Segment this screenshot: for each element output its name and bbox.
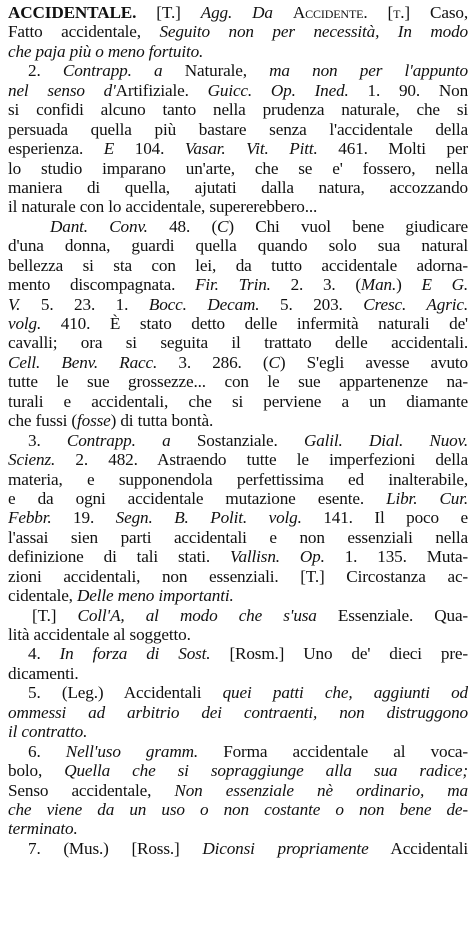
text-line: zioni accidentali, non essenziali. [T.] Circostanza ac- (8, 566, 468, 586)
text-line: terminato. (8, 819, 78, 839)
text-line: ACCIDENTALE. [T.] Agg. Da Accidente. [t.] Caso, (8, 3, 468, 22)
text-line: mento discompagnata. Fir. Trin. 2. 3. (Man.) E G. (8, 275, 468, 295)
text-line: definizione di tali stati. Vallisn. Op. 1. 135. Muta- (8, 547, 468, 567)
text-line: e da ogni accidentale mutazione esente. Libr. Cur. (8, 488, 468, 508)
text-line: Dant. Conv. 48. (C) Chi vuol bene giudicare (50, 216, 468, 236)
text-line: Fatto accidentale, Seguito non per necessità, In modo (8, 22, 468, 42)
text-line: lo studio imparano un'arte, che se e' fossero, nella (8, 158, 468, 178)
text-line: bellezza si sta con lei, da tutto accidentale adorna- (8, 255, 468, 275)
text-line: si confidi alcuno tanto nella prudenza naturale, che si (8, 100, 468, 120)
text-line: l'assai sien parti accidentali e non essenziali nella (8, 527, 468, 547)
text-line: persuada quella più bastare senza l'accidentale della (8, 119, 468, 139)
text-line: Febbr. 19. Segn. B. Polit. volg. 141. Il poco e (8, 508, 468, 528)
text-line: 2. Contrapp. a Naturale, ma non per l'appunto (28, 61, 468, 81)
text-line: il naturale con lo accidentale, supererebbero... (8, 197, 318, 217)
text-line: cavalli; ora si seguita il trattato delle accidentali. (8, 333, 468, 353)
text-line: che paja più o meno fortuito. (8, 41, 204, 61)
text-line: volg. 410. È stato detto delle infermità naturali de' (8, 314, 468, 333)
dictionary-entry-accidentale (8, 3, 468, 858)
text-line: V. 5. 23. 1. Bocc. Decam. 5. 203. Cresc. Agric. (8, 294, 468, 314)
text-line: cidentale, Delle meno importanti. (8, 586, 234, 606)
text-line: Senso accidentale, Non essenziale nè ordinario, ma (8, 780, 468, 800)
text-line: Scienz. 2. 482. Astraendo tutte le imperfezioni della (8, 450, 468, 470)
text-line: tutte le sue grossezze... con le sue appartenenze na- (8, 372, 468, 392)
text-line: il contratto. (8, 722, 88, 742)
text-line: materia, e supponendola perfettissima ed inalterabile, (8, 469, 468, 489)
text-line: 5. (Leg.) Accidentali quei patti che, aggiunti od (28, 683, 468, 703)
text-line: che viene da un uso o non costante o non bene de- (8, 799, 468, 819)
text-line: 4. In forza di Sost. [Rosm.] Uno de' dieci pre- (28, 644, 468, 664)
text-line: che fussi (fosse) di tutta bontà. (8, 411, 214, 431)
text-line: [T.] Coll'A, al modo che s'usa Essenziale. Qua- (32, 605, 468, 625)
text-line: d'una donna, guardi quella quando solo sua natural (8, 236, 468, 256)
headword: ACCIDENTALE. (8, 3, 137, 22)
text-line: bolo, Quella che si sopraggiunge alla sua radice; (8, 761, 468, 781)
text-line: maniera di quella, ajutati dalla natura, accozzando (8, 177, 468, 197)
text-line: 3. Contrapp. a Sostanziale. Galil. Dial. Nuov. (28, 430, 468, 450)
text-line: Cell. Benv. Racc. 3. 286. (C) S'egli avesse avuto (8, 352, 468, 372)
text-line: esperienza. E 104. Vasar. Vit. Pitt. 461. Molti per (8, 139, 468, 159)
text-line: 6. Nell'uso gramm. Forma accidentale al voca- (28, 741, 468, 761)
text-line: dicamenti. (8, 663, 79, 683)
text-line: lità accidentale al soggetto. (8, 625, 191, 644)
text-line: ommessi ad arbitrio dei contraenti, non distruggono (8, 702, 468, 722)
text-line: turali e accidentali, che si perviene a un diamante (8, 391, 468, 411)
text-line: 7. (Mus.) [Ross.] Diconsi propriamente Accidentali (28, 838, 468, 858)
text-line: nel senso d'Artifiziale. Guicc. Op. Ined. 1. 90. Non (8, 80, 468, 100)
